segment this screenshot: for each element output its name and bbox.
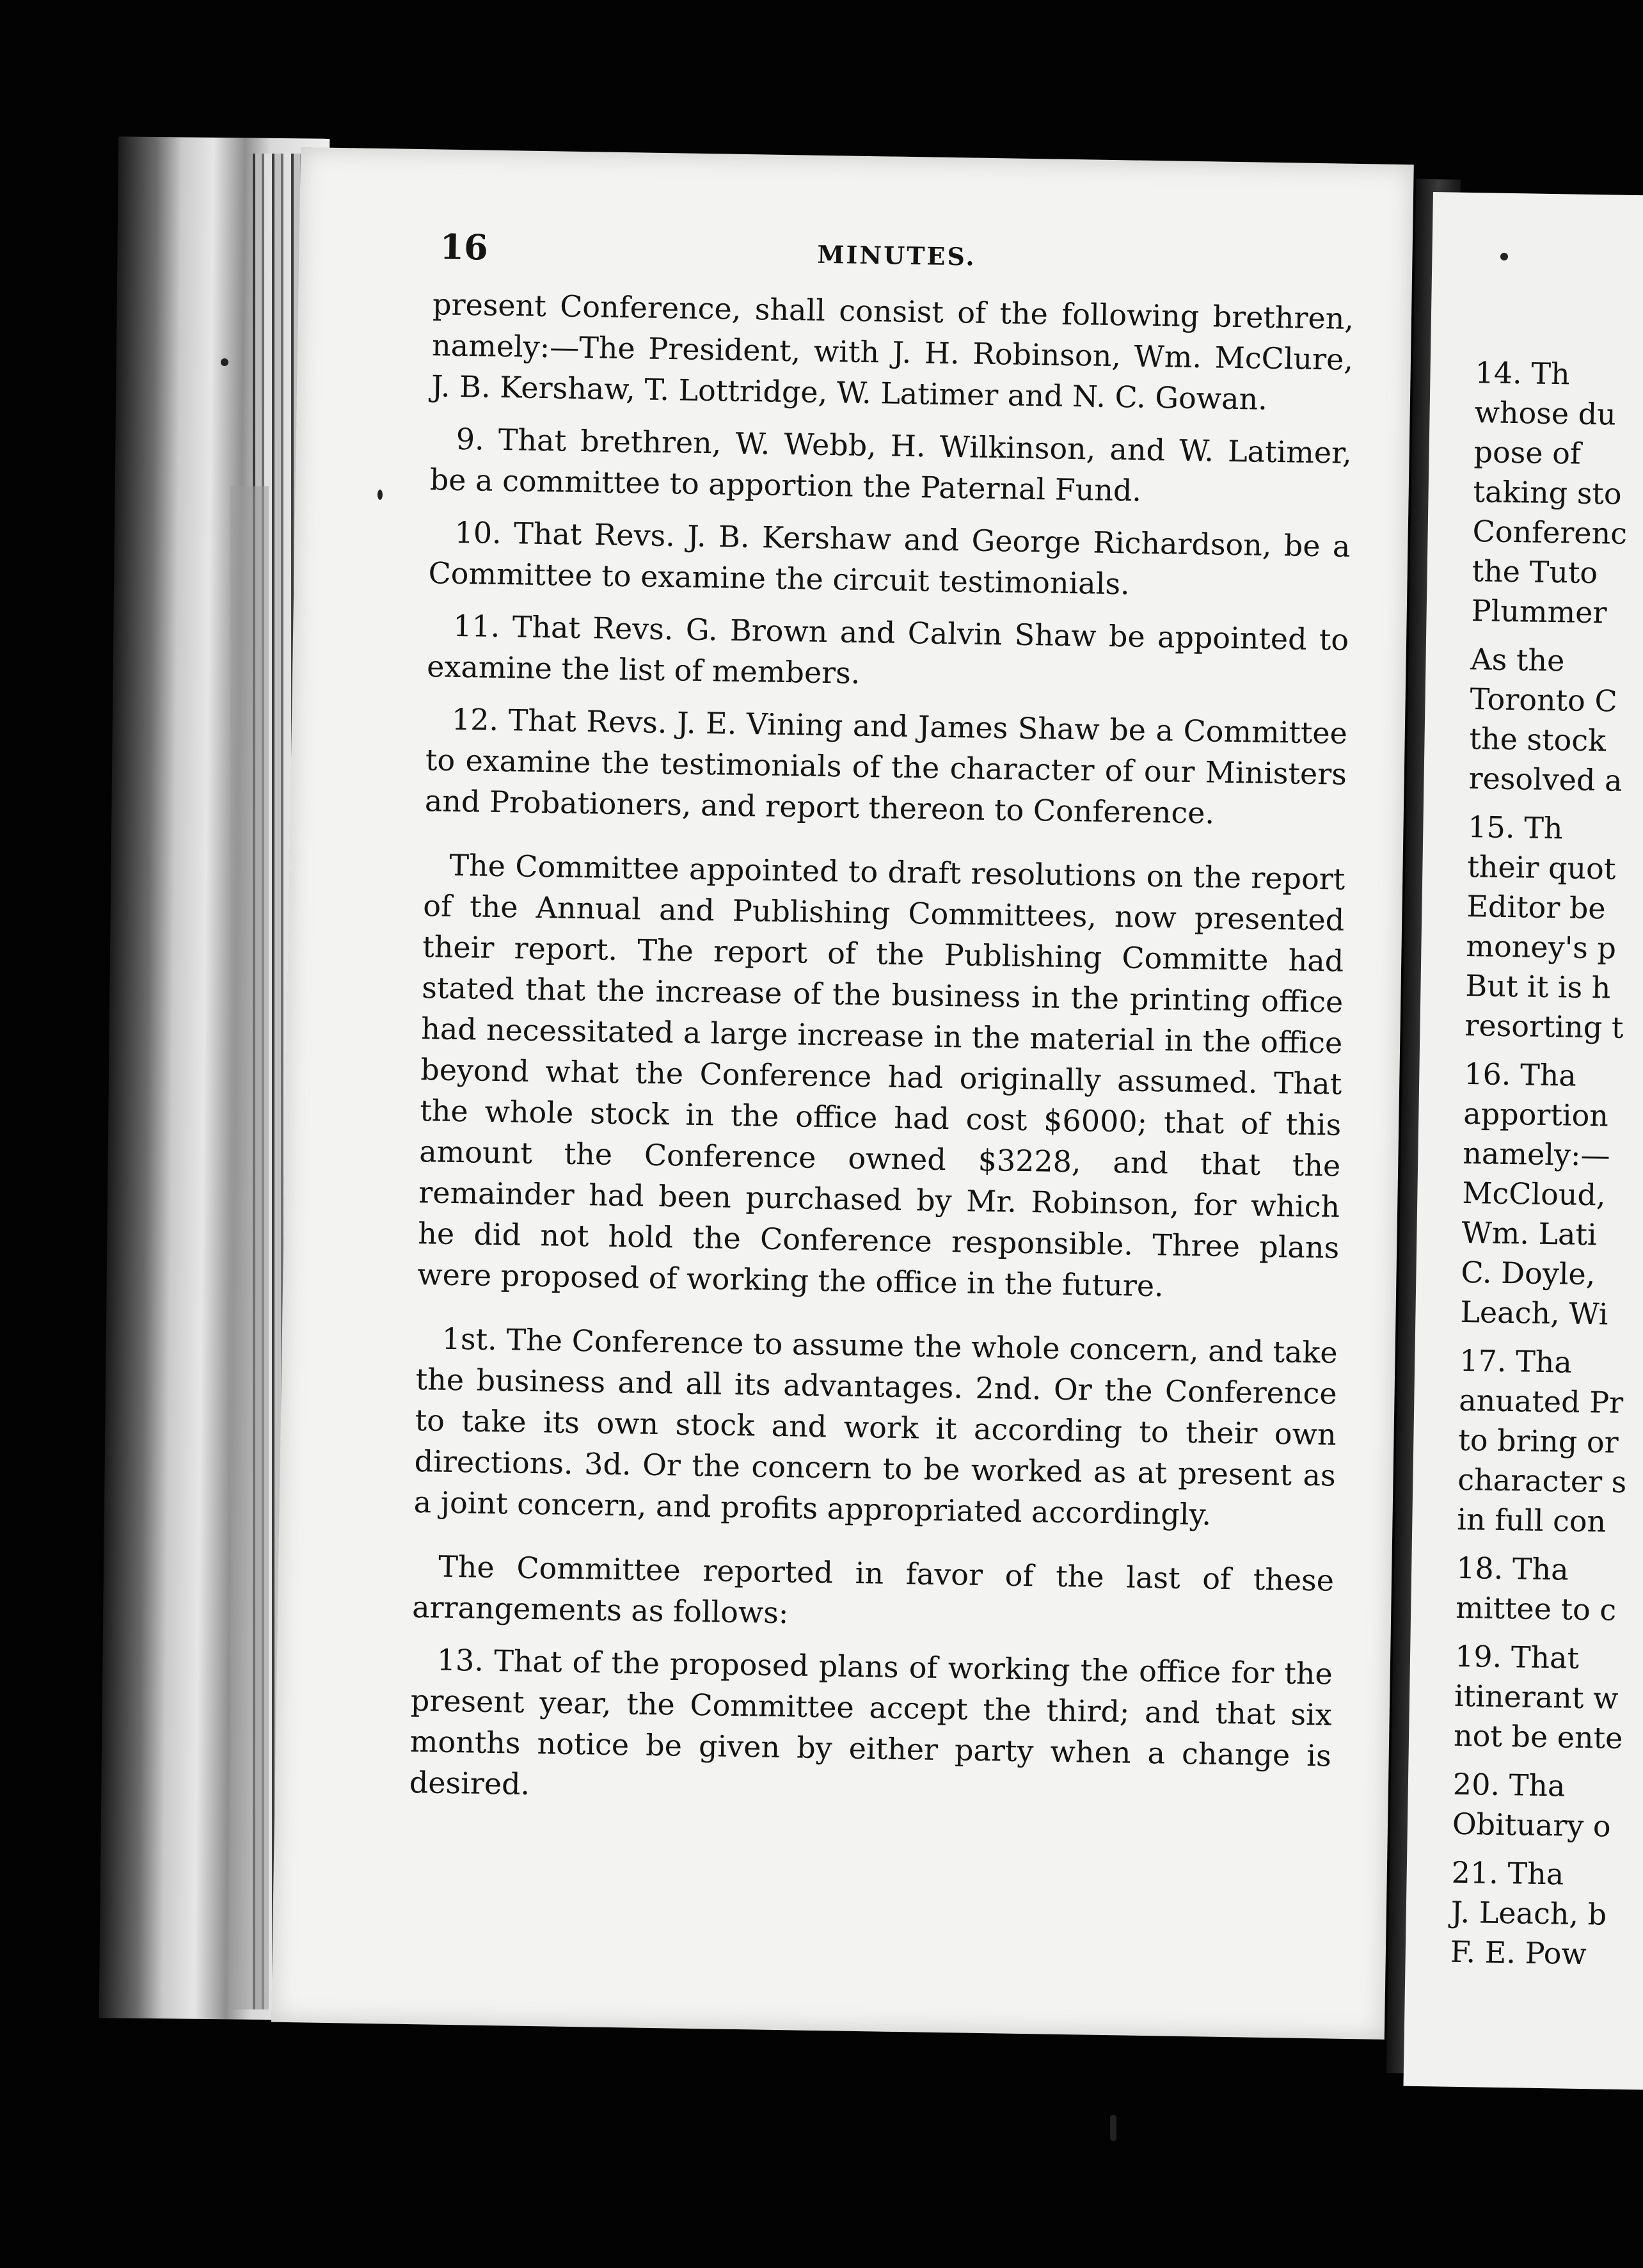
right-page-line: apportion	[1463, 1096, 1609, 1133]
right-page-line: mittee to c	[1455, 1590, 1617, 1627]
left-page	[271, 147, 1414, 2040]
right-page-line: in full con	[1457, 1501, 1607, 1539]
paragraph-item-13: 13. That of the proposed plans of working the office for the present year, the Committee accept the third; and that six months notice be given by either party when a change is desired.	[409, 1642, 1333, 1801]
right-page-line: the stock	[1469, 721, 1607, 758]
right-page-line: 14. Th	[1475, 355, 1571, 392]
right-page-line: not be ente	[1453, 1718, 1623, 1755]
right-page-line: Editor be	[1466, 888, 1607, 926]
paragraph-committee-report: The Committee appointed to draft resolutions on the report of the Annual and Publishing Committees, now presented their report. The report of the Publishing Committe had stated that the increase of the business in the printing office had necessitated a large increase in the material in the office beyond what the Conference had originally assumed. That the whole stock in the office had cost $6000; that of this amount the Conference owned $3228, and that the remainder had been purchased by Mr. Robinson, for which he did not hold the Conference responsible. Three plans were proposed of working the office in the future.	[417, 847, 1345, 1304]
dust-speck	[1110, 2115, 1116, 2141]
paragraph-item-11: 11. That Revs. G. Brown and Calvin Shaw be appointed to examine the list of members.	[426, 608, 1349, 691]
edge-shadow	[230, 486, 269, 2009]
right-page-line: 16. Tha	[1463, 1056, 1577, 1093]
paragraph-item-12: 12. That Revs. J. E. Vining and James Shaw be a Committee to examine the testimonials of the character of our Ministers and Probationers, and report thereon to Conference.	[424, 701, 1348, 831]
right-page-line: their quot	[1467, 849, 1616, 886]
paragraph-item-9: 9. That brethren, W. Webb, H. Wilkinson, and W. Latimer, be a committee to apportion the Paternal Fund.	[429, 421, 1353, 508]
right-page-line: taking sto	[1473, 474, 1623, 511]
paragraph-committee-list: present Conference, shall consist of the following brethren, namely:—The President, with J. H. Robinson, Wm. McClure, J. B. Kershaw, T. Lottridge, W. Latimer and N. C. Gowan.	[431, 287, 1354, 417]
right-page-fragment	[1404, 192, 1643, 2090]
right-page-line: the Tuto	[1472, 554, 1598, 591]
right-page-line: Toronto C	[1470, 682, 1618, 719]
right-page-line: namely:—	[1462, 1135, 1610, 1173]
right-page-text	[1450, 353, 1643, 1979]
right-page-line: 20. Tha	[1452, 1766, 1566, 1803]
dust-speck	[1500, 253, 1508, 260]
right-page-line: 19. That	[1454, 1638, 1580, 1675]
right-page-line: Leach, Wi	[1460, 1294, 1608, 1332]
paragraph-plans: 1st. The Conference to assume the whole concern, and take the business and all its advantages. 2nd. Or the Conference to take its own stock and work it according to their own directions. 3d. Or the concern to be worked as at present as a joint concern, and profits appropriated accordingly.	[413, 1321, 1338, 1532]
right-page-line: resolved a	[1468, 760, 1623, 798]
right-page-line: J. Leach, b	[1450, 1894, 1607, 1932]
right-page-line: Obituary o	[1452, 1806, 1612, 1844]
right-page-line: But it is h	[1465, 968, 1611, 1005]
right-page-line: Plummer	[1471, 593, 1607, 630]
page-number: 16	[440, 226, 489, 268]
paragraph-item-10: 10. That Revs. J. B. Kershaw and George Richardson, be a Committee to examine the circuit testimonials.	[428, 515, 1351, 602]
right-page-line: 18. Tha	[1456, 1550, 1569, 1587]
right-page-line: whose du	[1474, 395, 1617, 432]
right-page-line: anuated Pr	[1458, 1382, 1624, 1420]
right-page-line: 17. Tha	[1459, 1343, 1573, 1380]
right-page-line: money's p	[1466, 928, 1617, 966]
right-page-line: As the	[1470, 642, 1565, 678]
right-page-line: 15. Th	[1468, 809, 1563, 846]
dust-speck	[221, 358, 228, 366]
right-page-line: to bring or	[1457, 1422, 1619, 1460]
right-page-line: F. E. Pow	[1450, 1934, 1587, 1972]
paragraph-recommendation: The Committee reported in favor of the last of these arrangements as follows:	[411, 1549, 1335, 1631]
right-page-line: character s	[1457, 1462, 1627, 1499]
running-title: MINUTES.	[817, 239, 977, 271]
right-page-line: itinerant w	[1454, 1678, 1619, 1716]
right-page-line: 21. Tha	[1451, 1855, 1564, 1892]
left-page-content	[409, 226, 1355, 1828]
right-page-line: Conferenc	[1472, 514, 1628, 551]
right-page-line: resorting t	[1464, 1007, 1624, 1045]
dust-speck	[377, 490, 383, 500]
body-text	[409, 284, 1354, 1817]
right-page-line: McCloud,	[1462, 1175, 1607, 1213]
right-page-line: C. Doyle,	[1461, 1254, 1596, 1292]
right-page-line: pose of	[1473, 435, 1582, 471]
right-page-line: Wm. Lati	[1461, 1215, 1598, 1252]
